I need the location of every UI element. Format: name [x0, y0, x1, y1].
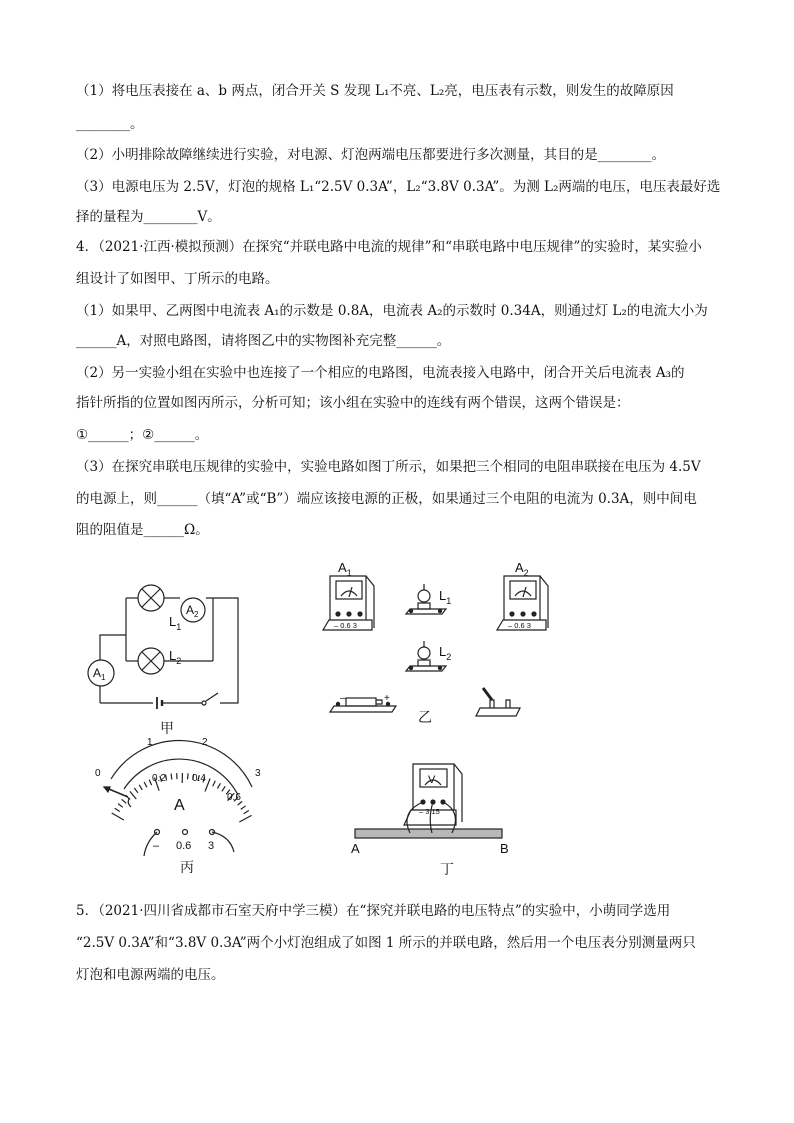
label-lamp-l2: $L_2$	[439, 644, 452, 662]
scale-tick	[139, 785, 142, 790]
scale-bottom-0-4: 0.4	[192, 773, 206, 784]
label-ammeter-a1: $A_1$	[338, 560, 352, 578]
scale-bottom-0-6: 0.6	[227, 792, 241, 803]
scale-tick	[134, 788, 138, 793]
caption-ding: 丁	[440, 861, 454, 877]
text-line: （2）另一实验小组在实验中也连接了一个相应的电路图，电流表接入电路中，闭合开关后电流表 A₃的	[76, 365, 685, 381]
ammeter1-terminals: – 0.6 3	[334, 621, 357, 630]
scale-tick	[213, 781, 216, 787]
voltmeter-letter: V	[428, 774, 436, 786]
scale-tick	[244, 811, 249, 814]
scale-tick	[144, 782, 147, 787]
scale-tick	[188, 773, 189, 779]
text-line: 4．（2021·江西·模拟预测）在探究“并联电路中电流的规律”和“串联电路中电压规律”的实验时，某实验小	[76, 239, 702, 255]
text-line: ______A，对照电路图，请将图乙中的实物图补充完整______。	[76, 333, 451, 349]
text-line: ①______；②______。	[76, 427, 209, 443]
terminal-label-0-6: 0.6	[176, 840, 192, 852]
text-line: 灯泡和电源两端的电压。	[76, 967, 225, 983]
caption-jia: 甲	[160, 720, 174, 736]
label-lamp-l1: $L_1$	[439, 588, 452, 606]
scale-tick	[171, 774, 172, 780]
battery-negative: –	[340, 693, 346, 704]
text-line: （1）如果甲、乙两图中电流表 A₁的示数是 0.8A，电流表 A₂的示数时 0.34A，则通过灯 L₂的电流大小为	[76, 303, 708, 319]
scale-tick	[241, 806, 246, 810]
scale-tick	[115, 808, 120, 811]
circuit-diagram-jia	[88, 585, 238, 709]
text-line: 组设计了如图甲、丁所示的电路。	[76, 271, 279, 287]
text-line: （2）小明排除故障继续进行实验，对电源、灯泡两端电压都要进行多次测量，其目的是________。	[76, 147, 666, 163]
end-b-label: B	[500, 841, 509, 856]
voltmeter-terminals: – 3 15	[419, 807, 440, 816]
text-line: “2.5V 0.3A”和“3.8V 0.3A”两个小灯泡组成了如图 1 所示的并联电路，然后用一个电压表分别测量两只	[76, 935, 696, 951]
text-line: 指针所指的位置如图丙所示，分析可知；该小组在实验中的连线有两个错误，这两个错误是：	[76, 395, 630, 411]
scale-top-2: 2	[202, 737, 208, 748]
terminal-label-3: 3	[208, 840, 215, 852]
label-l2: $L_2$	[169, 648, 182, 666]
resistor-bar	[355, 829, 502, 838]
scale-tick	[112, 813, 124, 820]
end-a-label: A	[351, 841, 360, 856]
scale-tick	[217, 783, 220, 788]
label-a2: $A_2$	[186, 603, 199, 619]
text-line: ________。	[76, 116, 144, 132]
battery-positive: +	[384, 693, 390, 704]
caption-bing: 丙	[180, 859, 194, 875]
scale-top-1: 1	[147, 737, 153, 748]
scale-top-3: 3	[255, 768, 261, 779]
label-l1: $L_1$	[169, 614, 182, 632]
meter-unit: A	[174, 797, 185, 814]
text-line: 择的量程为________V。	[76, 209, 221, 225]
scale-top-0: 0	[95, 768, 101, 779]
terminal-label-neg: –	[153, 840, 160, 852]
scale-tick	[222, 786, 225, 791]
label-a1: $A_1$	[93, 666, 106, 682]
label-ammeter-a2: $A_2$	[515, 560, 529, 578]
scale-tick	[239, 815, 251, 822]
text-line: （3）在探究串联电压规律的实验中，实验电路如图丁所示，如果把三个相同的电阻串联接在电压为 4.5V	[76, 459, 701, 475]
ammeter2-terminals: – 0.6 3	[508, 621, 531, 630]
physical-diagram-yi	[323, 576, 548, 716]
text-line: 5．（2021·四川省成都市石室天府中学三模）在“探究并联电路的电压特点”的实验中，小萌同学选用	[76, 903, 671, 919]
caption-yi: 乙	[418, 709, 432, 725]
scale-tick	[122, 799, 127, 803]
text-line: 阻的阻值是______Ω。	[76, 522, 209, 538]
switch-device	[476, 688, 520, 716]
text-line: 的电源上，则______（填“A”或“B”）端应该接电源的正极，如果通过三个电阻的电流为 0.3A，则中间电	[76, 491, 697, 507]
text-line: （3）电源电压为 2.5V，灯泡的规格 L₁“2.5V 0.3A”，L₂“3.8V 0.3A”。为测 L₂两端的电压，电压表最好选	[76, 179, 721, 195]
scale-tick	[118, 804, 123, 808]
scale-tick	[130, 791, 136, 799]
scale-bottom-0-2: 0.2	[152, 773, 166, 784]
terminal-0-6	[183, 830, 188, 835]
text-line: （1）将电压表接在 a、b 两点，闭合开关 S 发现 L₁不亮、L₂亮，电压表有示数，则发生的故障原因	[76, 83, 674, 99]
